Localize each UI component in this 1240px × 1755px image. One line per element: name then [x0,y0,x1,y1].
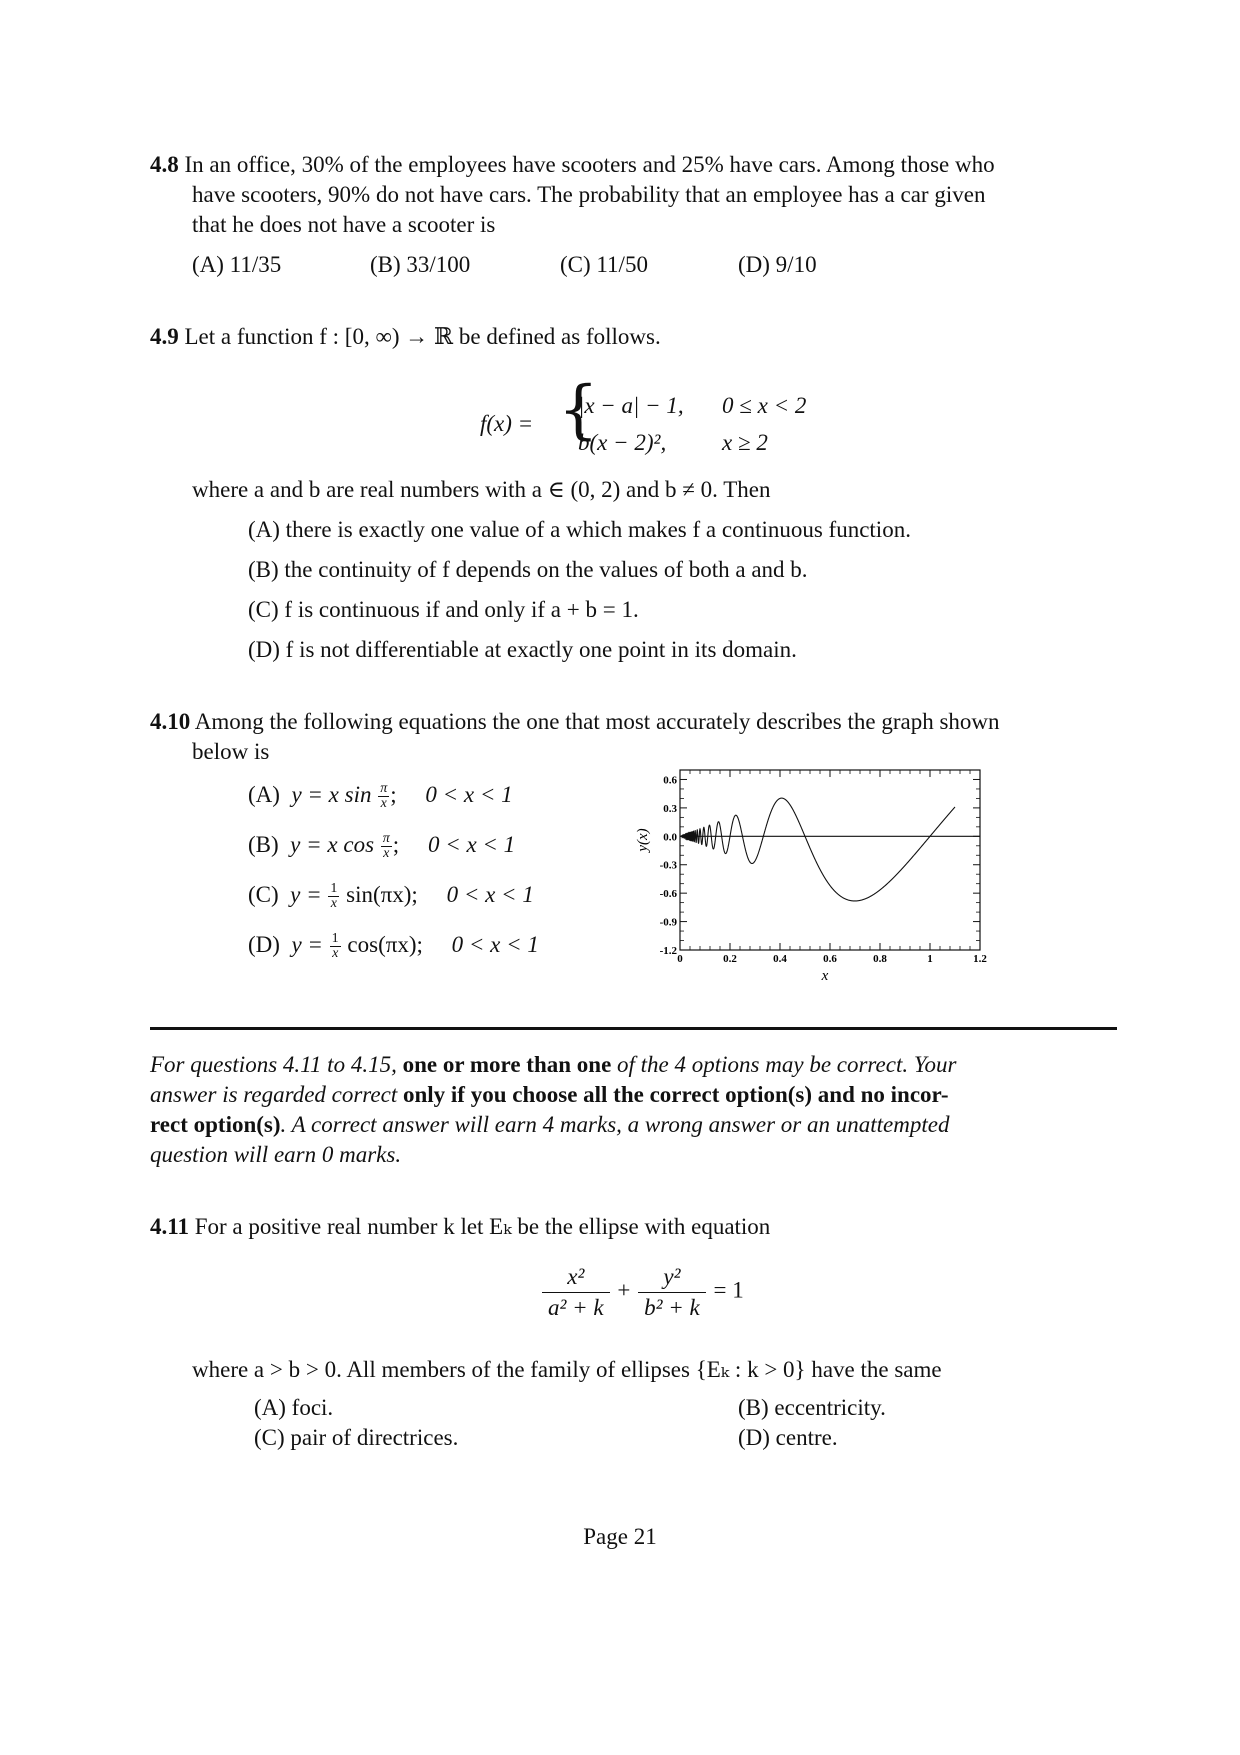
q410-text-line2: below is [192,739,270,764]
q49-number: 4.9 [150,324,179,349]
instructions-p2: of the 4 options may be correct. Your [617,1052,957,1077]
q49-option-a: (A) there is exactly one value of a which makes f a continuous function. [248,517,911,542]
q48-option-c: (C) 11/50 [560,252,648,277]
chart-ticks [660,770,988,965]
y-tick-label: -0.6 [659,888,677,901]
chart-frame [680,770,980,950]
instructions-b1: one or more than one [402,1052,612,1077]
chart-y-label: y(x) [635,828,651,852]
q411-option-a: (A) foci. [254,1395,334,1420]
q411-den1: a² + k [548,1294,604,1320]
y-tick-label: -0.3 [659,859,677,872]
q49-where: where a and b are real numbers with a ∈ (0, 2) and b ≠ 0. Then [192,477,771,502]
y-tick-label: -0.9 [659,916,677,929]
q49-text: Let a function f : [0, ∞) → ℝ be defined as follows. [184,324,661,349]
instructions-p3: answer is regarded correct [150,1082,398,1107]
q411-num2: y² [638,1262,706,1293]
q411-num1: x² [542,1262,610,1293]
q411-equation [540,1262,744,1323]
q410-text-line1: Among the following equations the one that most accurately describes the graph shown [194,709,1000,734]
q410-option-c-post: sin(πx); [346,882,418,907]
instructions-p4: . A correct answer will earn 4 marks, a wrong answer or an unattempted [280,1112,950,1137]
instructions-b2: only if you choose all the correct option(s) and no incor- [402,1082,949,1107]
q411-frac1 [542,1262,610,1323]
q49-case2-cond: x ≥ 2 [722,430,768,455]
q411-option-d: (D) centre. [738,1425,838,1450]
q49-option-c: (C) f is continuous if and only if a + b = 1. [248,597,639,622]
q410-option-c-fnum: 1 [330,880,338,896]
instructions-line3 [150,1110,949,1140]
y-tick-label: 0.3 [663,802,677,815]
chart-axes [680,770,980,950]
q411-text: For a positive real number k let Eₖ be the ellipse with equation [194,1214,771,1239]
q410-option-a [248,780,513,812]
x-tick-label: 0.6 [823,953,837,965]
q410-option-a-pre: y = x sin [291,782,372,807]
q410-line1 [150,707,1000,737]
instructions-line1 [150,1050,1118,1080]
instructions-p1: For questions 4.11 to 4.15, [150,1052,397,1077]
q411-rhs: = 1 [713,1277,744,1303]
q410-option-d-post: cos(πx); [347,932,423,957]
instructions-b3: rect option(s) [150,1112,281,1137]
q48-option-d: (D) 9/10 [738,252,817,277]
q410-option-a-post: ; [390,782,397,807]
q410-option-c-pre: y = [290,882,322,907]
q410-option-c [248,880,534,912]
section-divider [150,1027,1117,1030]
q410-option-b [248,830,515,862]
x-tick-label: 0.2 [723,953,737,965]
y-tick-label: 0.0 [663,831,677,844]
q410-graph [620,760,1000,990]
q410-option-a-label: (A) [248,782,280,807]
q49-brace: { [558,373,599,447]
q411-plus: + [617,1277,631,1303]
page-number: Page 21 [583,1524,657,1549]
q410-option-c-label: (C) [248,882,279,907]
q410-option-d-label: (D) [248,932,280,957]
series-curve [681,798,955,901]
q49-option-b: (B) the continuity of f depends on the values of both a and b. [248,557,808,582]
q410-option-d-frac [330,932,341,962]
q410-option-c-range: 0 < x < 1 [446,882,534,907]
x-tick-label: 0 [677,953,683,965]
q411-option-c: (C) pair of directrices. [254,1425,459,1450]
q411-line [150,1212,770,1242]
q410-option-d-pre: y = [291,932,323,957]
q48-line1 [150,150,995,180]
q411-frac2 [638,1262,706,1323]
q410-option-d-range: 0 < x < 1 [451,932,539,957]
q48-option-a: (A) 11/35 [192,252,282,277]
q48-text-line1: In an office, 30% of the employees have scooters and 25% have cars. Among those who [184,152,995,177]
instructions-p5: question will earn 0 marks. [150,1142,402,1167]
q410-option-c-fden: x [330,896,338,912]
q410-option-b-frac [381,832,392,862]
x-tick-label: 1.2 [973,953,987,965]
q410-option-d-fnum: 1 [331,930,339,946]
x-tick-label: 1 [927,953,933,965]
y-tick-label: -1.2 [659,945,677,957]
q411-number: 4.11 [150,1214,189,1239]
q48-number: 4.8 [150,152,179,177]
q49-eq-lhs: f(x) = [480,411,534,436]
q410-option-a-frac [378,782,389,812]
y-tick-label: 0.6 [663,774,677,787]
q49-case1-expr: |x − a| − 1, [578,393,684,418]
q410-option-a-fnum: π [380,780,388,796]
q410-option-b-range: 0 < x < 1 [427,832,516,857]
q411-option-b: (B) eccentricity. [738,1395,886,1420]
q48-option-b: (B) 33/100 [370,252,471,277]
q410-option-b-label: (B) [248,832,279,857]
q49-case1-cond: 0 ≤ x < 2 [722,393,807,418]
q410-option-c-frac [328,882,339,912]
q48-text-line3: that he does not have a scooter is [192,212,496,237]
q411-where: where a > b > 0. All members of the family of ellipses {Eₖ : k > 0} have the same [192,1357,942,1382]
q410-option-a-fden: x [380,796,387,812]
q410-option-a-range: 0 < x < 1 [425,782,513,807]
x-tick-label: 0.8 [873,953,887,965]
q410-option-d-fden: x [332,946,339,962]
q411-den2: b² + k [644,1294,700,1320]
q410-number: 4.10 [150,709,191,734]
q49-case2-expr: b(x − 2)², [578,430,667,455]
q410-option-b-fden: x [383,846,390,862]
instructions-line2 [150,1080,949,1110]
x-tick-label: 0.4 [773,953,787,965]
chart-series [680,798,980,901]
q410-option-b-pre: y = x cos [290,832,375,857]
q49-line [150,322,661,352]
q410-option-b-fnum: π [382,830,390,846]
q48-text-line2: have scooters, 90% do not have cars. The probability that an employee has a car given [192,182,986,207]
q410-option-d [248,930,539,962]
chart-x-label: x [821,968,829,984]
q410-option-b-post: ; [392,832,400,857]
q49-option-d: (D) f is not differentiable at exactly one point in its domain. [248,637,797,662]
